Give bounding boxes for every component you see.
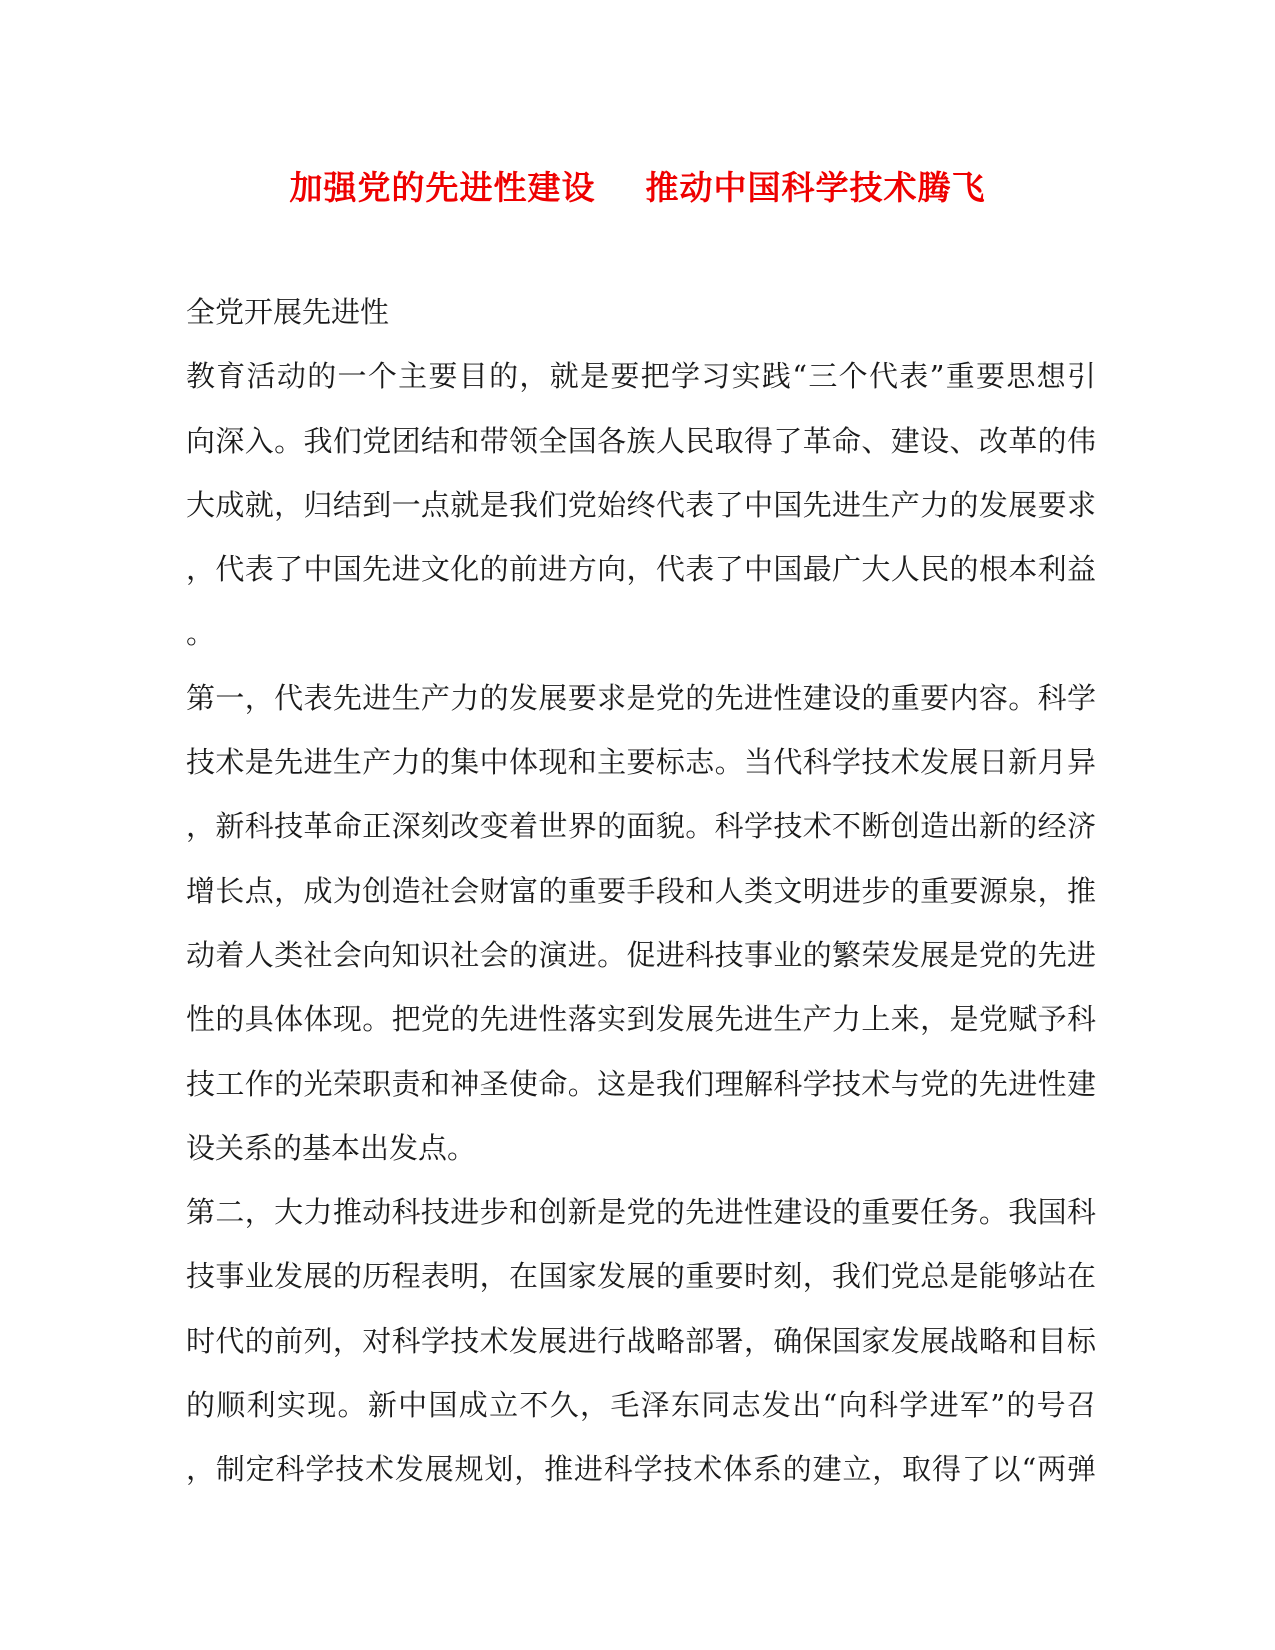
text-line: 动着人类社会向知识社会的演进。促进科技事业的繁荣发展是党的先进 xyxy=(186,937,1096,972)
text-line: 大成就，归结到一点就是我们党始终代表了中国先进生产力的发展要求 xyxy=(186,487,1096,522)
text-line: 。 xyxy=(186,616,216,651)
text-line: 技事业发展的历程表明，在国家发展的重要时刻，我们党总是能够站在 xyxy=(186,1259,1096,1294)
text-line: ，代表了中国先进文化的前进方向，代表了中国最广大人民的根本利益 xyxy=(186,552,1096,587)
text-line: 的顺利实现。新中国成立不久，毛泽东同志发出“向科学进军”的号召 xyxy=(186,1388,1096,1423)
text-line: 第二，大力推动科技进步和创新是党的先进性建设的重要任务。我国科 xyxy=(186,1195,1096,1230)
text-line: 技工作的光荣职责和神圣使命。这是我们理解科学技术与党的先进性建 xyxy=(186,1066,1096,1101)
document-title: 加强党的先进性建设 推动中国科学技术腾飞 xyxy=(289,168,986,207)
text-line: 全党开展先进性 xyxy=(186,295,390,329)
text-line: 向深入。我们党团结和带领全国各族人民取得了革命、建设、改革的伟 xyxy=(186,423,1096,458)
text-line: 设关系的基本出发点。 xyxy=(186,1130,477,1165)
text-line: 性的具体体现。把党的先进性落实到发展先进生产力上来，是党赋予科 xyxy=(186,1002,1096,1037)
document-body xyxy=(186,280,1096,1502)
text-line: 第一，代表先进生产力的发展要求是党的先进性建设的重要内容。科学 xyxy=(186,680,1096,715)
text-line: 教育活动的一个主要目的，就是要把学习实践“三个代表”重要思想引 xyxy=(186,359,1096,394)
text-line: ，新科技革命正深刻改变着世界的面貌。科学技术不断创造出新的经济 xyxy=(186,809,1096,844)
text-line: 增长点，成为创造社会财富的重要手段和人类文明进步的重要源泉，推 xyxy=(186,873,1096,908)
text-line: 技术是先进生产力的集中体现和主要标志。当代科学技术发展日新月异 xyxy=(186,745,1096,780)
text-line: 时代的前列，对科学技术发展进行战略部署，确保国家发展战略和目标 xyxy=(186,1323,1096,1358)
text-line: ，制定科学技术发展规划，推进科学技术体系的建立，取得了以“两弹 xyxy=(186,1452,1096,1487)
